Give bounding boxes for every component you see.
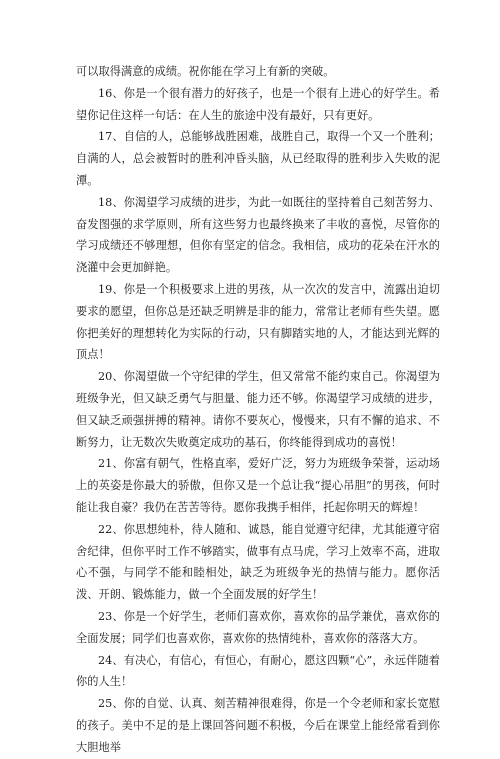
paragraph-25: 25、你的自觉、认真、刻苦精神很难得，你是一个令老师和家长宽慰的孩子。美中不足的是上课回答问题不积极，今后在课堂上能经常看到你大胆地举 [76,697,440,754]
paragraph-19: 19、你是一个积极要求上进的男孩，从一次次的发言中，流露出迫切要求的愿望，但你总是还缺乏明辨是非的能力，常常让老师有些失望。愿你把美好的理想转化为实际的行动，只有脚踏实地的人，才能达到光辉的顶点！ [76,282,440,362]
paragraph-24: 24、有决心，有信心，有恒心，有耐心，愿这四颗“心”，永远伴随着你的人生！ [76,653,440,689]
paragraph-17: 17、自信的人，总能够战胜困难，战胜自己，取得一个又一个胜利；自满的人，总会被暂时的胜利冲昏头脑，从已经取得的胜利步入失败的泥潭。 [76,130,440,187]
paragraph-18: 18、你渴望学习成绩的进步，为此一如既往的坚持着自己刻苦努力、奋发图强的求学原则，所有这些努力也最终换来了丰收的喜悦，尽管你的学习成绩还不够理想，但你有坚定的信念。我相信，成功的花朵在汗水的浇灌中会更加鲜艳。 [76,195,440,275]
paragraph-22: 22、你思想纯朴，待人随和、诚恳，能自觉遵守纪律，尤其能遵守宿舍纪律，但你平时工作不够踏实，做事有点马虎，学习上效率不高，进取心不强，与同学不能和睦相处，缺乏为班级争光的热情与能力。愿你活泼、开朗、锻炼能力，做一个全面发展的好学生！ [76,522,440,602]
paragraph-20: 20、你渴望做一个守纪律的学生，但又常常不能约束自己。你渴望为班级争光，但又缺乏勇气与胆量、能力还不够。你渴望学习成绩的进步，但又缺乏顽强拼搏的精神。请你不要灰心，慢慢来，只有不懈的追求、不断努力，让无数次失败奠定成功的基石，你终能得到成功的喜悦！ [76,370,440,449]
paragraph-21: 21、你富有朝气，性格直率，爱好广泛，努力为班级争荣誉，运动场上的英姿是你最大的骄傲，但你又是一个总让我“提心吊胆”的男孩，何时能让我自豪？我仍在苦苦等待。愿你我携手相伴，托起你明天的辉煌！ [76,457,440,514]
paragraph-23: 23、你是一个好学生，老师们喜欢你，喜欢你的品学兼优，喜欢你的全面发展；同学们也喜欢你，喜欢你的热情纯朴，喜欢你的落落大方。 [76,609,440,645]
paragraph-16: 16、你是一个很有潜力的好孩子，也是一个很有上进心的好学生。希望你记住这样一句话：在人生的旅途中没有最好，只有更好。 [76,86,440,122]
document-body [76,61,440,759]
paragraph-continuation: 可以取得满意的成绩。祝你能在学习上有新的突破。 [76,65,335,78]
